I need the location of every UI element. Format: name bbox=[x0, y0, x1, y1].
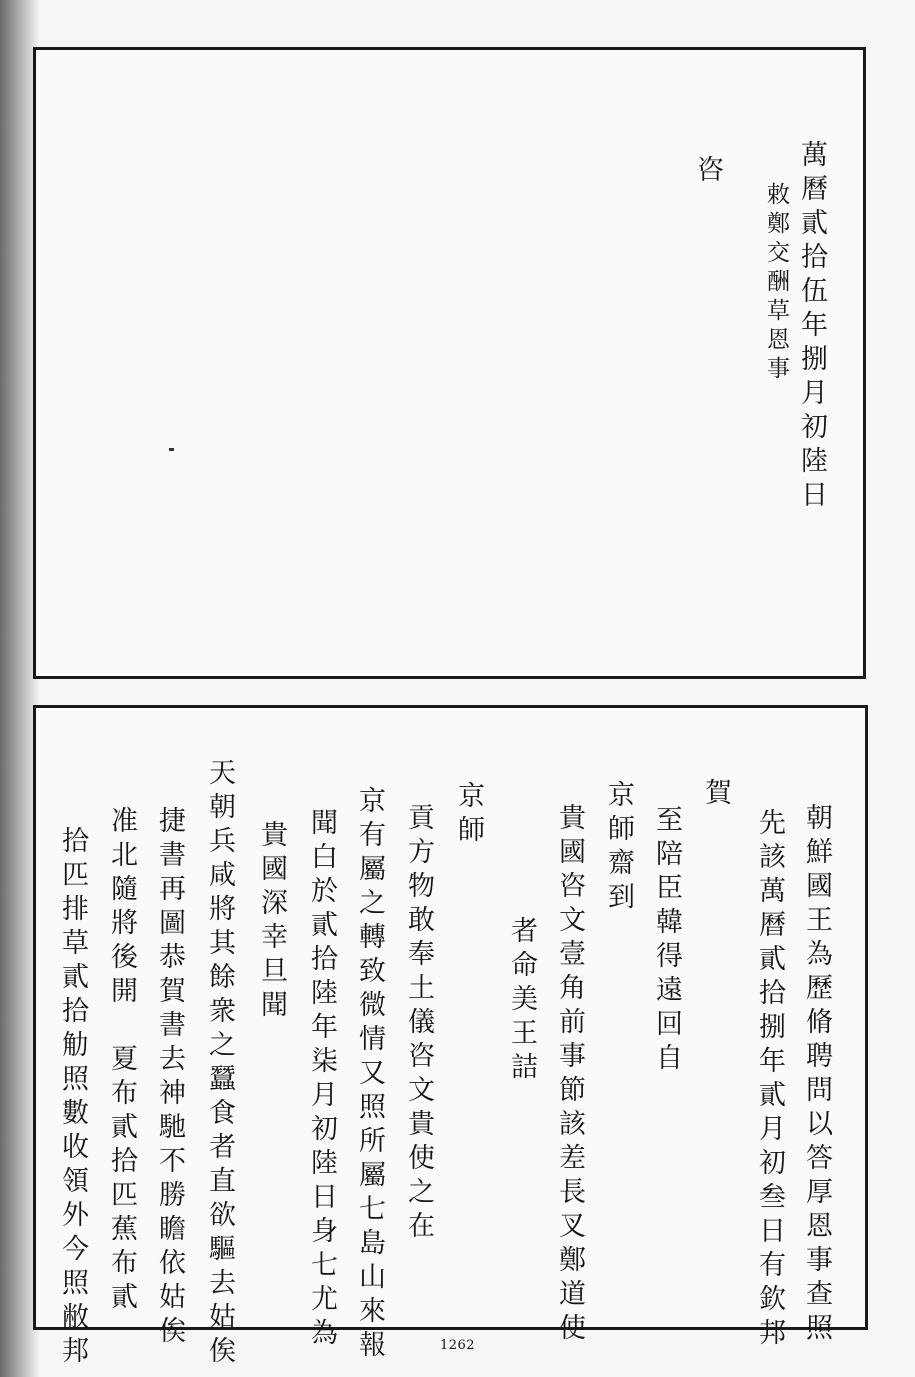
text-column-7: 者命美王詰 bbox=[506, 916, 537, 1086]
text-column-16: 拾匹排草貳拾觔照數收領外今照敝邦 bbox=[57, 826, 88, 1370]
text-column-10: 京有屬之轉致微情又照所屬七島山來報 bbox=[354, 786, 385, 1364]
text-column-9: 貢方物敢奉土儀咨文貴使之在 bbox=[403, 803, 434, 1245]
text-column-12: 貴國深幸旦聞 bbox=[256, 820, 287, 1024]
text-column-1: 朝鮮國王為歷脩聘問以答厚恩事查照 bbox=[801, 803, 832, 1347]
document-top-panel bbox=[33, 47, 866, 679]
text-column-14: 捷書再圖恭賀書去神馳不勝瞻依姑俟 bbox=[154, 806, 185, 1350]
text-column-11: 聞白於貳拾陸年柒月初陸日身七尤為 bbox=[306, 808, 337, 1352]
text-column-4: 至陪臣韓得遠回自 bbox=[651, 805, 682, 1077]
text-column-13: 天朝兵咸將其餘衆之蠶食者直欲驅去姑俟 bbox=[204, 758, 235, 1370]
ink-mark bbox=[169, 448, 174, 451]
subject-column: 敕鄭交酬草恩事 bbox=[763, 182, 789, 385]
text-column-8: 京師 bbox=[453, 781, 484, 849]
text-column-15: 准北隨將後開 夏布貳拾匹蕉布貳 bbox=[106, 806, 137, 1316]
document-type-label: 咨 bbox=[692, 155, 723, 189]
text-column-6: 貴國咨文壹角前事節該差長叉鄭道使 bbox=[554, 803, 585, 1347]
text-column-2: 先該萬曆貳拾捌年貳月初叁日有欽邦 bbox=[754, 808, 785, 1352]
date-column: 萬曆貳拾伍年捌月初陸日 bbox=[796, 140, 827, 514]
text-column-3: 賀 bbox=[700, 778, 731, 812]
page-number: 1262 bbox=[439, 1338, 476, 1353]
text-column-5: 京師齋到 bbox=[603, 780, 634, 916]
